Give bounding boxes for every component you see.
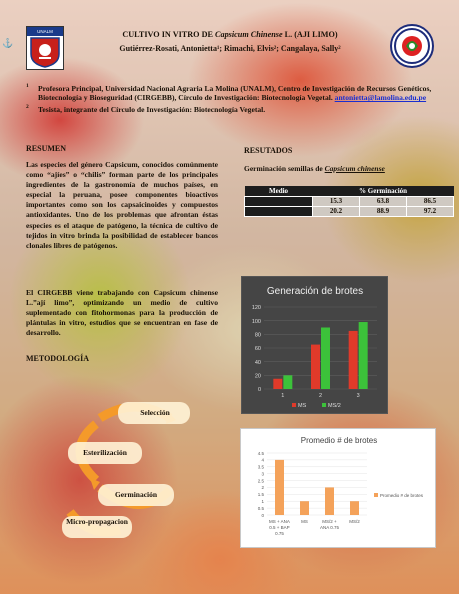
resumen-paragraph-2: El CIRGEBB viene trabajando con Capsicum chinense L.”ají limo”, optimizando un medio de cultivo suplementado con fitohormonas para la producción de plántulas in vitro, estudios que se encuentran en fase de desarrollo.	[26, 288, 218, 338]
step-germinacion: Germinación	[114, 490, 158, 499]
anchor-icon: ⚓	[2, 38, 14, 48]
table-cell: 15.3	[313, 196, 360, 206]
x-tick-label: 1	[281, 393, 285, 399]
chart-generacion-brotes	[241, 276, 388, 414]
unalm-logo: UNALM	[26, 26, 64, 70]
table-row	[245, 196, 454, 206]
x-tick-label: 0.5 + BAP	[269, 525, 290, 530]
x-tick-label: MS/2	[349, 519, 360, 524]
email-link[interactable]: antonietta@lamolina.edu.pe	[334, 93, 427, 103]
table-cell: 97.2	[406, 206, 453, 216]
x-tick-label: ANA 0.75	[319, 525, 340, 530]
germinacion-subheading: Germinación semillas de Capsicum chinense	[244, 164, 385, 173]
bar	[311, 345, 320, 389]
legend-swatch	[322, 403, 326, 407]
author-list: Gutiérrez-Rosati, Antonietta¹; Rimachi, Elvis²; Cangalaya, Sally²	[119, 44, 341, 53]
legend-swatch	[374, 493, 378, 497]
table-cell: 20.2	[313, 206, 360, 216]
y-tick-label: 3	[261, 471, 264, 477]
resumen-heading: RESUMEN	[26, 144, 67, 153]
y-tick-label: 0.5	[257, 505, 264, 511]
affiliation-2: 2 Tesista, integrante del Círculo de Investigación: Biotecnología Vegetal.	[26, 103, 266, 114]
bar	[321, 328, 330, 390]
y-tick-label: 20	[254, 373, 261, 380]
x-tick-label: 3	[356, 393, 360, 399]
y-tick-label: 4.5	[257, 450, 264, 456]
table-cell: 86.5	[406, 196, 453, 206]
y-tick-label: 2.5	[257, 478, 264, 484]
chart-promedio-brotes	[240, 428, 436, 548]
step-esterilizacion: Esterilización	[83, 448, 127, 457]
legend-label: MS/2	[328, 403, 341, 409]
x-tick-label: 2	[318, 393, 323, 399]
table-header-row	[245, 186, 454, 196]
table-cell	[245, 206, 313, 216]
y-tick-label: 1	[261, 499, 264, 505]
methodology-cycle	[60, 390, 210, 540]
bar	[273, 379, 282, 389]
bar	[275, 460, 284, 515]
x-tick-label: 0.75	[275, 531, 284, 536]
y-tick-label: 0	[257, 387, 261, 394]
bar	[300, 501, 309, 515]
y-tick-label: 1.5	[257, 492, 264, 498]
resultados-heading: RESUTADOS	[244, 146, 293, 155]
resumen-paragraph-1: Las especies del género Capsicum, conocidos comúnmente como “ajíes” o “chilis” forman parte de los principales ingredientes de la gastronomía de muchos países, en especial la peruana, posee componentes bioactivos importantes como son los capsaicinoides y compuestos antioxidantes. Uno de los problemas que afrontan éstas especies es el ataque de patógeno, la técnica de cultivo de tejidos in vitro brinda la posibilidad de establecer bancos clonales libres de patógenos.	[26, 160, 218, 250]
y-tick-label: 40	[254, 359, 261, 366]
bar	[283, 375, 292, 389]
table-header-cell: % Germinación	[313, 186, 454, 196]
table-cell: 88.9	[360, 206, 407, 216]
affiliation-1: 1 Profesora Principal, Universidad Nacional Agraria La Molina (UNALM), Centro de Investigación de Recursos Genéticos, Biotecnología y Bioseguridad (CIRGEBB), Círculo de Investigación: Biotecnología Vegetal. antonietta@lamolina.edu.pe	[26, 83, 432, 103]
bar	[325, 487, 334, 515]
y-tick-label: 60	[254, 346, 261, 353]
cirgebb-logo	[390, 24, 434, 68]
affiliations	[26, 84, 446, 114]
y-tick-label: 4	[261, 457, 264, 463]
step-micropropagacion: Micro-propagacion	[66, 517, 128, 526]
table-row	[245, 206, 454, 216]
y-tick-label: 2	[261, 485, 264, 491]
poster-title: CULTIVO IN VITRO DE Capsicum Chinense L. (AJI LIMO)	[122, 30, 338, 39]
y-tick-label: 100	[251, 318, 261, 325]
table-header-cell: Medio	[245, 186, 313, 196]
legend-swatch	[292, 403, 296, 407]
x-tick-label: MS + ANA	[269, 519, 290, 524]
table-cell: 63.8	[360, 196, 407, 206]
chart-title: Generación de brotes	[266, 286, 364, 297]
metodologia-heading: METODOLOGÍA	[26, 354, 89, 363]
y-tick-label: 0	[261, 512, 264, 518]
y-tick-label: 120	[251, 305, 261, 312]
table-cell	[245, 196, 313, 206]
x-tick-label: MS	[301, 519, 308, 524]
bar	[350, 501, 359, 515]
legend-label: MS	[298, 403, 307, 409]
bar	[359, 322, 368, 389]
y-tick-label: 80	[254, 332, 261, 339]
chart-title: Promedio # de brotes	[300, 436, 378, 445]
germinacion-table	[244, 186, 454, 217]
legend-label: Promedio # de brotes	[380, 493, 424, 498]
y-tick-label: 3.5	[257, 464, 264, 470]
bar	[349, 331, 358, 389]
step-seleccion: Selección	[140, 408, 170, 417]
x-tick-label: MS/2 +	[322, 519, 337, 524]
